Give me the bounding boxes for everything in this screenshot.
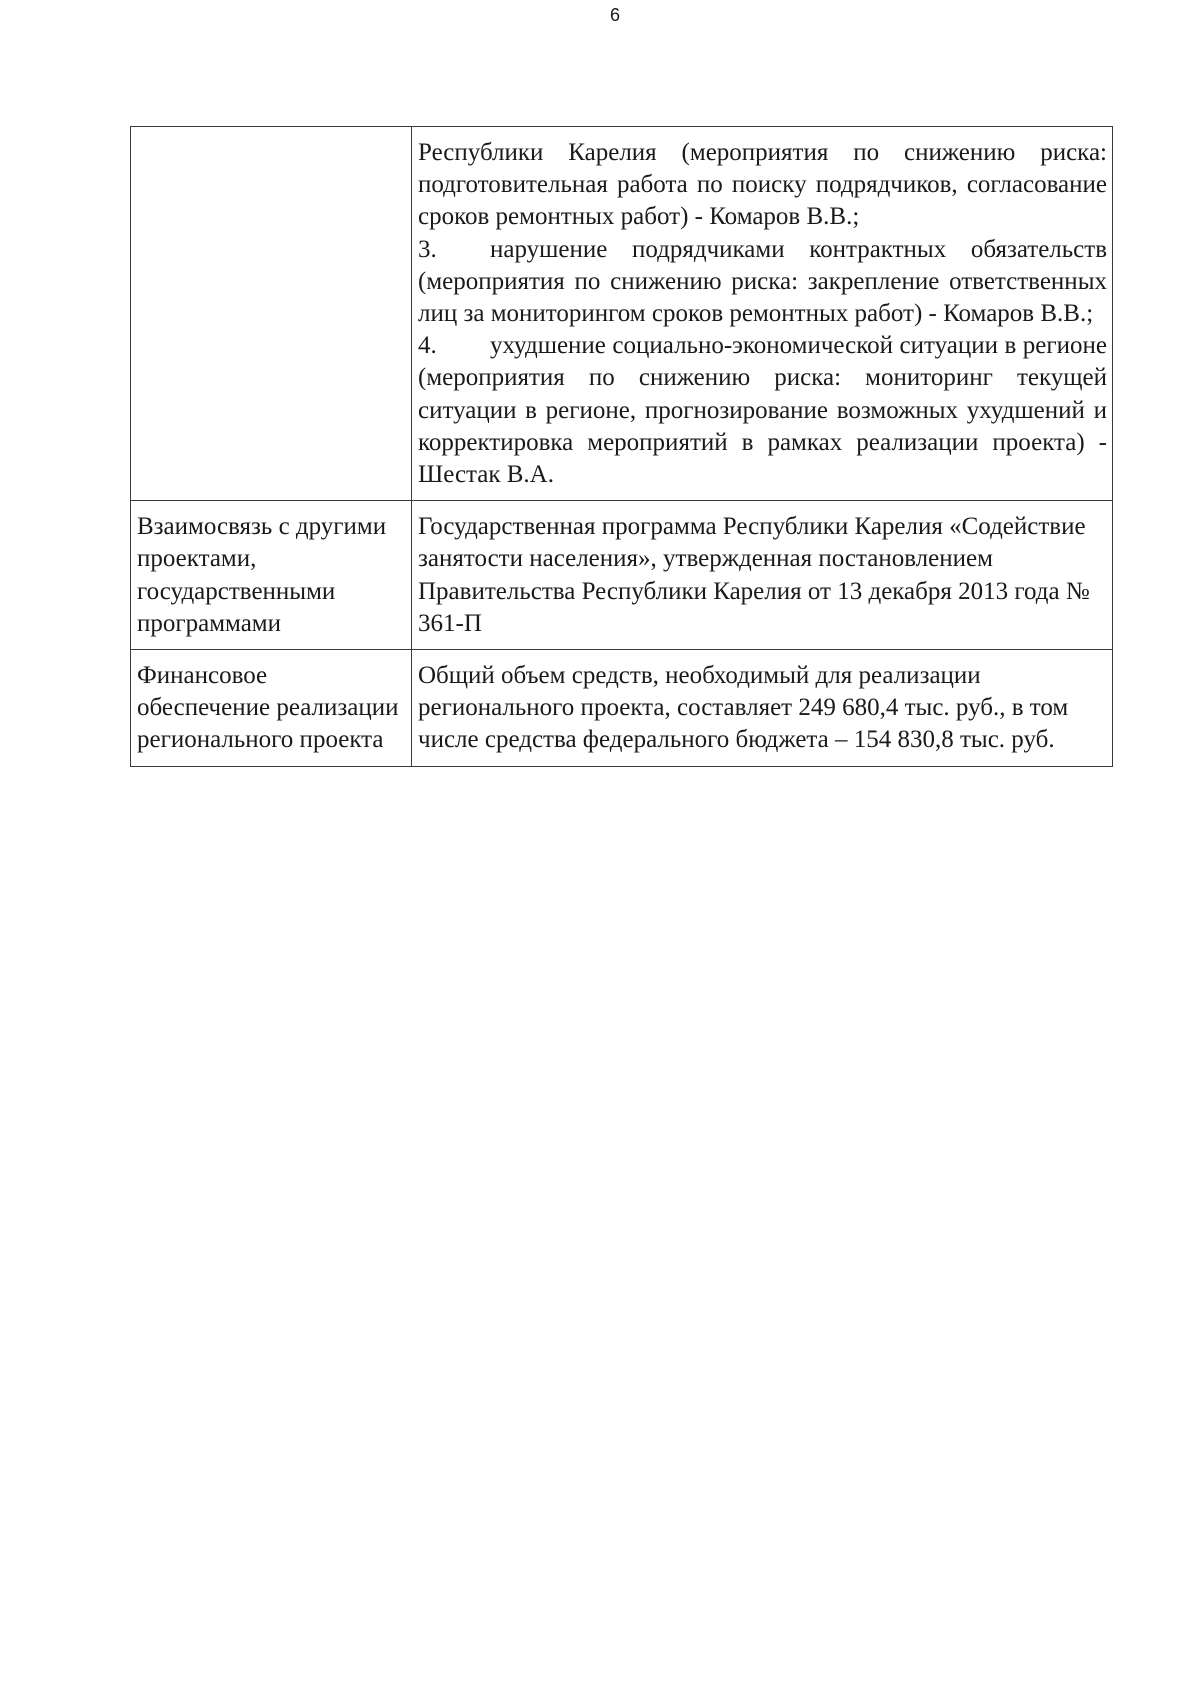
risk-item-3-number: 3.: [418, 235, 437, 263]
related-programs-label: Взаимосвязь с другими проектами, государственными программами: [137, 513, 387, 637]
row-label-financing: [131, 650, 412, 767]
row-label-related-programs: [131, 501, 412, 650]
related-programs-cell: [412, 501, 1113, 650]
risk-item-4: [418, 330, 1107, 491]
risk-item-4-text: ухудшение социально-экономической ситуации в регионе (мероприятия по снижению риска: мониторинг текущей ситуации в регионе, прогнозирование возможных ухудшений и корректировка мероприятий в рамках реализации проекта) - Шестак В.А.: [418, 332, 1107, 489]
table-row-related-programs: [131, 501, 1113, 650]
financing-cell: [412, 650, 1113, 767]
risk-item-4-number: 4.: [418, 332, 437, 360]
risks-cell: [412, 127, 1113, 501]
table-row-financing: [131, 650, 1113, 767]
risk-item-3-text: нарушение подрядчиками контрактных обязательств (мероприятия по снижению риска: закрепление ответственных лиц за мониторингом сроков ремонтных работ) - Комаров В.В.;: [418, 235, 1107, 328]
row-label-empty: [131, 127, 412, 501]
passport-table: [130, 126, 1113, 767]
related-programs-text: Государственная программа Республики Карелия «Содействие занятости населения», утвержденная постановлением Правительства Республики Карелия от 13 декабря 2013 года № 361-П: [418, 513, 1090, 637]
financing-label: Финансовое обеспечение реализации регионального проекта: [137, 662, 399, 754]
page-number: 6: [609, 5, 620, 25]
risk-paragraph-continuation: Республики Карелия (мероприятия по снижению риска: подготовительная работа по поиску подрядчиков, согласование сроков ремонтных работ) - Комаров В.В.;: [418, 139, 1107, 231]
financing-text: Общий объем средств, необходимый для реализации регионального проекта, составляет 249 680,4 тыс. руб., в том числе средства федерального бюджета – 154 830,8 тыс. руб.: [418, 662, 1069, 754]
risk-item-3: [418, 234, 1107, 331]
table-row-risks: [131, 127, 1113, 501]
